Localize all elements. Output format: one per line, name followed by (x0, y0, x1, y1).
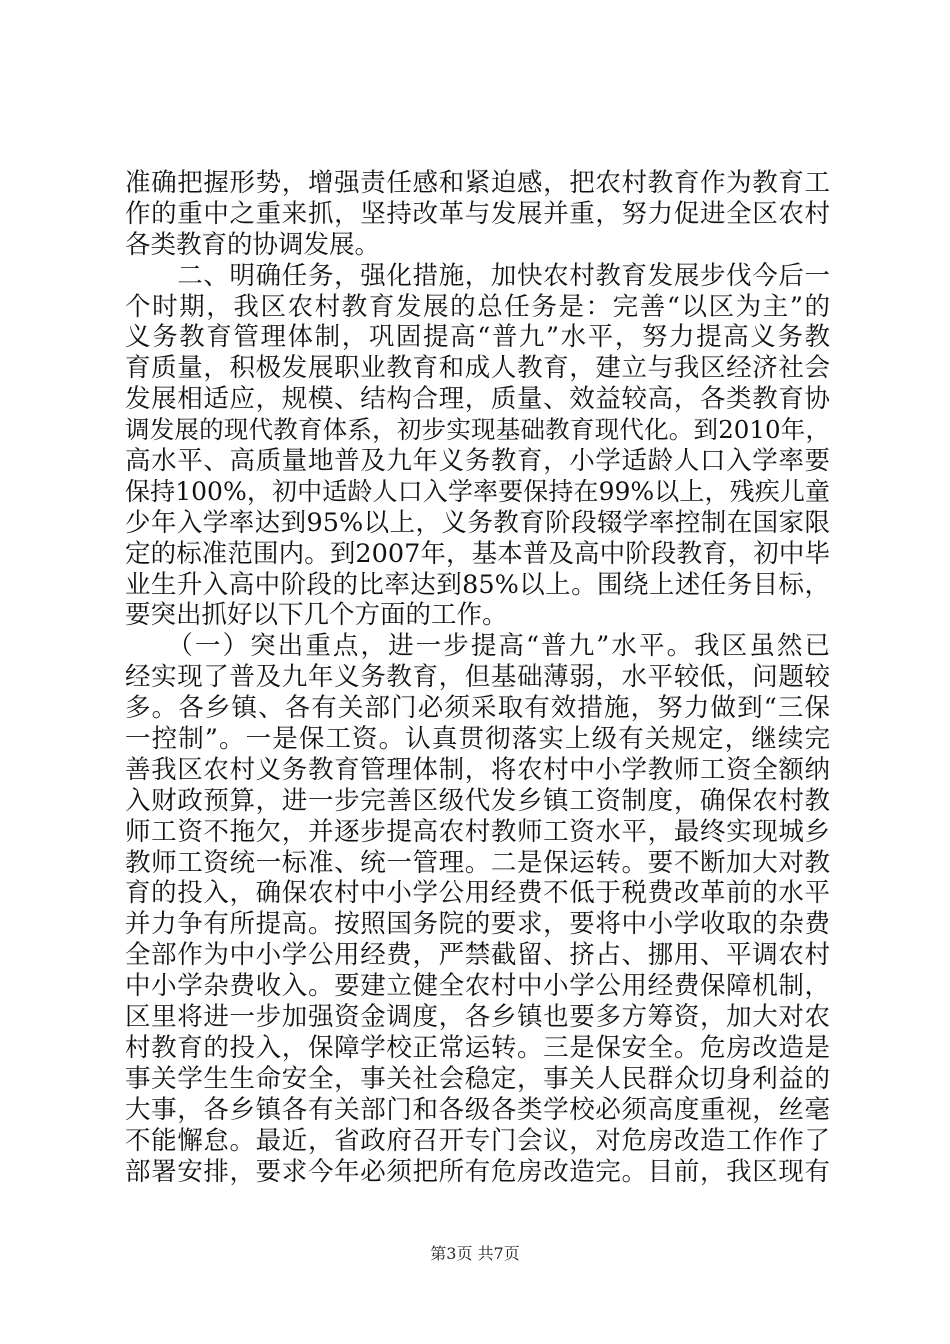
text-line: 师工资不拖欠，并逐步提高农村教师工资水平，最终实现城乡 (125, 816, 830, 847)
text-line: 中小学杂费收入。要建立健全农村中小学公用经费保障机制， (125, 971, 830, 1002)
text-line: 入财政预算，进一步完善区级代发乡镇工资制度，确保农村教 (125, 785, 830, 816)
text-line: 教师工资统一标准、统一管理。二是保运转。要不断加大对教 (125, 847, 830, 878)
text-line: 发展相适应，规模、结构合理，质量、效益较高，各类教育协 (125, 384, 830, 415)
text-line: 区里将进一步加强资金调度，各乡镇也要多方筹资，加大对农 (125, 1002, 830, 1033)
text-line: 二、明确任务，强化措施，加快农村教育发展步伐今后一 (125, 260, 830, 291)
text-line: 义务教育管理体制，巩固提高“普九”水平，努力提高义务教 (125, 322, 830, 353)
text-line: 部署安排，要求今年必须把所有危房改造完。目前，我区现有 (125, 1156, 830, 1187)
text-line: 少年入学率达到95%以上，义务教育阶段辍学率控制在国家限 (125, 507, 830, 538)
body-text (125, 168, 830, 1187)
text-line: 个时期，我区农村教育发展的总任务是：完善“以区为主”的 (125, 291, 830, 322)
text-line: 业生升入高中阶段的比率达到85%以上。围绕上述任务目标， (125, 569, 830, 600)
text-line: 大事，各乡镇各有关部门和各级各类学校必须高度重视，丝毫 (125, 1094, 830, 1125)
text-line: 定的标准范围内。到2007年，基本普及高中阶段教育，初中毕 (125, 538, 830, 569)
text-line: 经实现了普及九年义务教育，但基础薄弱，水平较低，问题较 (125, 662, 830, 693)
text-line: 调发展的现代教育体系，初步实现基础教育现代化。到2010年， (125, 415, 830, 445)
text-line: （一）突出重点，进一步提高“普九”水平。我区虽然已 (125, 631, 830, 662)
text-line: 事关学生生命安全，事关社会稳定，事关人民群众切身利益的 (125, 1063, 830, 1094)
text-line: 育的投入，确保农村中小学公用经费不低于税费改革前的水平 (125, 878, 830, 909)
text-line: 全部作为中小学公用经费，严禁截留、挤占、挪用、平调农村 (125, 940, 830, 971)
text-line: 保持100%，初中适龄人口入学率要保持在99%以上，残疾儿童 (125, 476, 830, 506)
text-line: 准确把握形势，增强责任感和紧迫感，把农村教育作为教育工 (125, 168, 830, 198)
text-line: 高水平、高质量地普及九年义务教育，小学适龄人口入学率要 (125, 446, 830, 477)
text-line: 育质量，积极发展职业教育和成人教育，建立与我区经济社会 (125, 353, 830, 384)
text-line: 各类教育的协调发展。 (125, 229, 381, 260)
text-line: 不能懈怠。最近，省政府召开专门会议，对危房改造工作作了 (125, 1125, 830, 1156)
text-line: 多。各乡镇、各有关部门必须采取有效措施，努力做到“三保 (125, 693, 830, 724)
text-line: 作的重中之重来抓，坚持改革与发展并重，努力促进全区农村 (125, 198, 830, 229)
text-line: 一控制”。一是保工资。认真贯彻落实上级有关规定，继续完 (125, 724, 830, 755)
page-footer: 第3页 共7页 (430, 1244, 520, 1263)
text-line: 要突出抓好以下几个方面的工作。 (125, 600, 508, 631)
text-line: 善我区农村义务教育管理体制，将农村中小学教师工资全额纳 (125, 754, 830, 785)
text-line: 村教育的投入，保障学校正常运转。三是保安全。危房改造是 (125, 1032, 830, 1063)
text-line: 并力争有所提高。按照国务院的要求，要将中小学收取的杂费 (125, 909, 830, 940)
